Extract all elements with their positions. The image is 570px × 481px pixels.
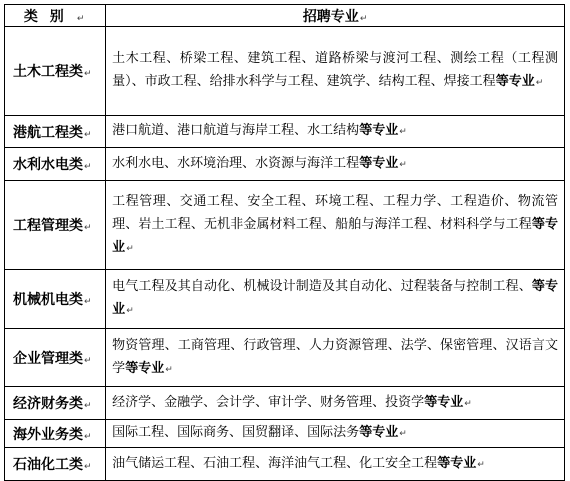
category-cell bbox=[5, 387, 106, 420]
paragraph-mark-icon: ↵ bbox=[76, 13, 97, 24]
majors-cell bbox=[106, 448, 565, 481]
paragraph-mark-icon: ↵ bbox=[464, 398, 472, 409]
paragraph-mark-icon: ↵ bbox=[84, 355, 92, 366]
paragraph-mark-icon: ↵ bbox=[126, 306, 134, 316]
majors-suffix: 等专业 bbox=[359, 425, 399, 440]
majors-suffix: 等专业 bbox=[424, 394, 464, 410]
majors-cell bbox=[106, 420, 565, 448]
category-label: 企业管理类 bbox=[13, 350, 83, 367]
category-cell bbox=[5, 270, 106, 329]
paragraph-mark-icon: ↵ bbox=[84, 162, 92, 172]
header-category bbox=[5, 5, 106, 27]
category-cell bbox=[5, 420, 106, 448]
majors-suffix: 等专业 bbox=[125, 360, 165, 376]
paragraph-mark-icon: ↵ bbox=[84, 462, 92, 472]
category-cell bbox=[5, 27, 106, 116]
majors-text: 国际工程、国际商务、国贸翻译、国际法务 bbox=[112, 425, 360, 440]
category-label: 水利水电类 bbox=[13, 157, 83, 173]
paragraph-mark-icon: ↵ bbox=[84, 129, 92, 140]
paragraph-mark-icon: ↵ bbox=[399, 127, 407, 137]
majors-text: 油气储运工程、石油工程、海洋油气工程、化工安全工程 bbox=[112, 455, 438, 471]
majors-text: 港口航道、港口航道与海岸工程、水工结构 bbox=[112, 123, 360, 138]
paragraph-mark-icon: ↵ bbox=[359, 13, 368, 24]
table-row bbox=[5, 116, 565, 148]
paragraph-mark-icon: ↵ bbox=[84, 431, 92, 442]
table-row bbox=[5, 270, 565, 329]
paragraph-mark-icon: ↵ bbox=[84, 401, 92, 411]
majors-suffix: 等专业 bbox=[112, 279, 558, 317]
majors-text: 经济学、金融学、会计学、审计学、财务管理、投资学 bbox=[112, 394, 425, 410]
category-label: 经济财务类 bbox=[13, 396, 83, 412]
majors-cell bbox=[106, 329, 565, 387]
majors-cell bbox=[106, 148, 565, 181]
majors-cell bbox=[106, 270, 565, 329]
paragraph-mark-icon: ↵ bbox=[535, 78, 544, 88]
paragraph-mark-icon: ↵ bbox=[399, 159, 407, 170]
paragraph-mark-icon: ↵ bbox=[126, 243, 134, 254]
table-header-row bbox=[5, 5, 565, 27]
table-row bbox=[5, 420, 565, 448]
majors-suffix: 等专业 bbox=[437, 455, 477, 471]
majors-text: 水利水电、水环境治理、水资源与海洋工程 bbox=[112, 155, 360, 171]
table-row bbox=[5, 181, 565, 270]
paragraph-mark-icon: ↵ bbox=[84, 223, 92, 233]
majors-cell bbox=[106, 387, 565, 420]
table-row bbox=[5, 387, 565, 420]
majors-suffix: 等专业 bbox=[359, 123, 399, 138]
paragraph-mark-icon: ↵ bbox=[84, 69, 92, 79]
category-label: 工程管理类 bbox=[13, 218, 83, 234]
majors-text: 物资管理、工商管理、行政管理、人力资源管理、法学、保密管理、汉语言文学 bbox=[112, 337, 558, 376]
paragraph-mark-icon: ↵ bbox=[399, 429, 407, 439]
category-cell bbox=[5, 181, 106, 270]
category-cell bbox=[5, 448, 106, 481]
paragraph-mark-icon: ↵ bbox=[165, 364, 173, 375]
majors-cell bbox=[106, 181, 565, 270]
majors-text: 土木工程、桥梁工程、建筑工程、道路桥梁与渡河工程、测绘工程（工程测量）、市政工程、给排水科学与工程、建筑学、结构工程、焊接工程 bbox=[112, 51, 558, 89]
category-cell bbox=[5, 116, 106, 148]
paragraph-mark-icon: ↵ bbox=[84, 297, 92, 307]
recruitment-majors-table bbox=[4, 4, 565, 481]
header-majors-text: 招聘专业 bbox=[302, 8, 359, 25]
majors-suffix: 等专业 bbox=[112, 216, 558, 255]
table-row bbox=[5, 329, 565, 387]
majors-text: 工程管理、交通工程、安全工程、环境工程、工程力学、工程造价、物流管理、岩土工程、无机非金属材料工程、船舶与海洋工程、材料科学与工程 bbox=[112, 193, 558, 232]
table-row bbox=[5, 148, 565, 181]
majors-text: 电气工程及其自动化、机械设计制造及其自动化、过程装备与控制工程、 bbox=[112, 279, 532, 294]
category-label: 海外业务类 bbox=[13, 426, 83, 443]
category-cell bbox=[5, 148, 106, 181]
category-label: 机械机电类 bbox=[13, 292, 83, 308]
majors-suffix: 等专业 bbox=[359, 155, 399, 171]
majors-cell bbox=[106, 116, 565, 148]
header-category-text: 类别 bbox=[23, 8, 76, 25]
paragraph-mark-icon: ↵ bbox=[477, 459, 485, 470]
majors-cell bbox=[106, 27, 565, 116]
table-row bbox=[5, 448, 565, 481]
category-label: 石油化工类 bbox=[13, 457, 83, 473]
majors-suffix: 等专业 bbox=[495, 74, 535, 89]
category-label: 土木工程类 bbox=[13, 64, 83, 80]
header-majors bbox=[106, 5, 565, 27]
category-cell bbox=[5, 329, 106, 387]
table-row bbox=[5, 27, 565, 116]
category-label: 港航工程类 bbox=[13, 124, 83, 141]
